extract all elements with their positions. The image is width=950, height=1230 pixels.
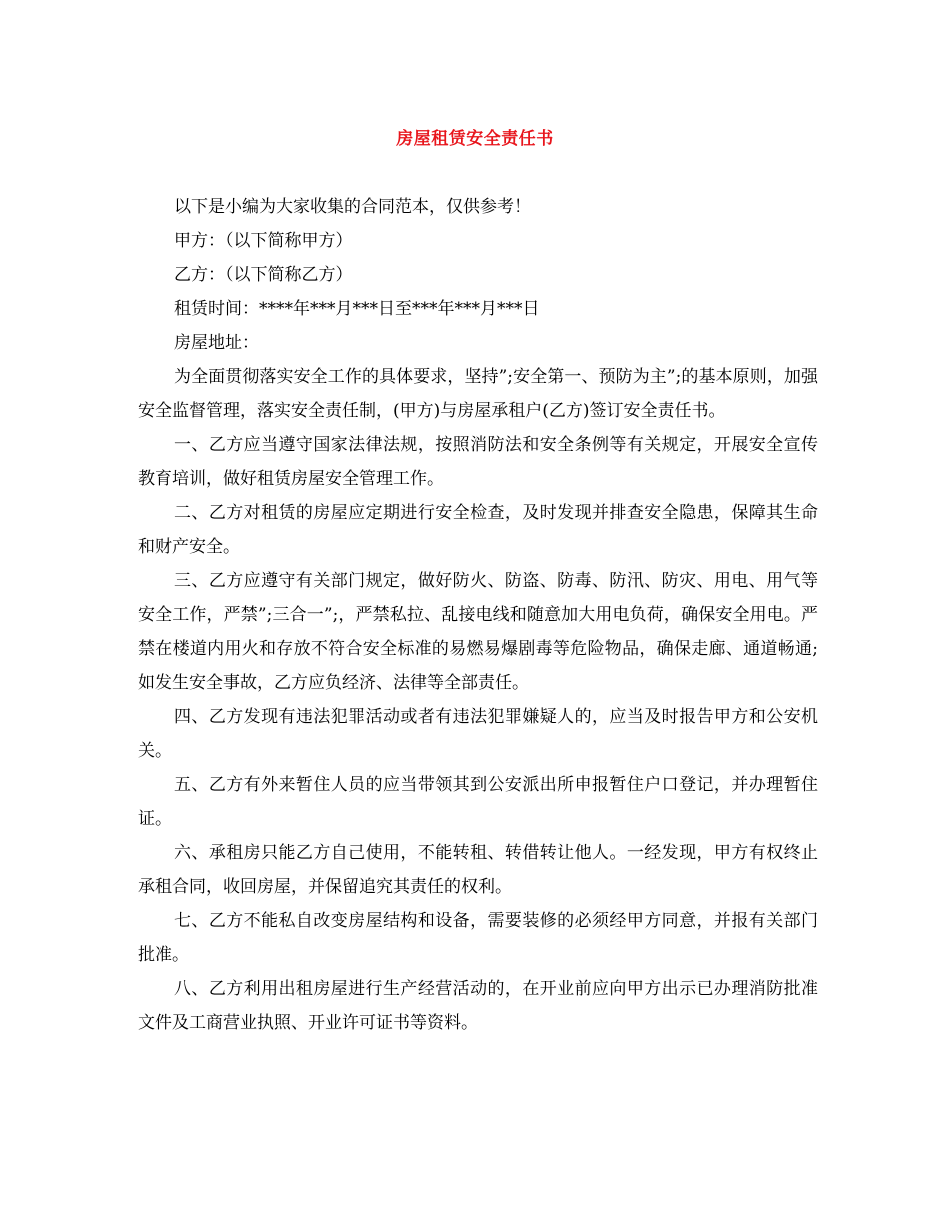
paragraph-clause-1: 一、乙方应当遵守国家法律法规，按照消防法和安全条例等有关规定，开展安全宣传教育培训，做好租赁房屋安全管理工作。 [138,435,818,489]
party-a-line: 甲方：（以下简称甲方） [174,231,353,251]
lease-time-line: 租赁时间：****年***月***日至***年***月***日 [174,299,540,319]
paragraph-clause-8: 八、乙方利用出租房屋进行生产经营活动的，在开业前应向甲方出示已办理消防批准文件及工商营业执照、开业许可证书等资料。 [138,979,818,1033]
document-title: 房屋租赁安全责任书 [396,129,554,149]
paragraph-preamble: 为全面贯彻落实安全工作的具体要求，坚持”;安全第一、预防为主”;的基本原则，加强安全监督管理，落实安全责任制，(甲方)与房屋承租户(乙方)签订安全责任书。 [138,367,818,421]
paragraph-clause-2: 二、乙方对租赁的房屋应定期进行安全检查，及时发现并排查安全隐患，保障其生命和财产安全。 [138,503,818,557]
document-body [138,190,818,1040]
paragraph-clause-4: 四、乙方发现有违法犯罪活动或者有违法犯罪嫌疑人的，应当及时报告甲方和公安机关。 [138,707,818,761]
paragraph-clause-3: 三、乙方应遵守有关部门规定，做好防火、防盗、防毒、防汛、防灾、用电、用气等安全工作，严禁”;三合一”;，严禁私拉、乱接电线和随意加大用电负荷，确保安全用电。严禁在楼道内用火和存放不符合安全标准的易燃易爆剧毒等危险物品，确保走廊、通道畅通;如发生安全事故，乙方应负经济、法律等全部责任。 [138,571,818,693]
intro-line: 以下是小编为大家收集的合同范本，仅供参考！ [174,197,531,217]
paragraph-clause-5: 五、乙方有外来暂住人员的应当带领其到公安派出所申报暂住户口登记，并办理暂住证。 [138,775,818,829]
party-b-line: 乙方：（以下简称乙方） [174,265,353,285]
paragraph-clause-6: 六、承租房只能乙方自己使用，不能转租、转借转让他人。一经发现，甲方有权终止承租合同，收回房屋，并保留追究其责任的权利。 [138,843,818,897]
paragraph-clause-7: 七、乙方不能私自改变房屋结构和设备，需要装修的必须经甲方同意，并报有关部门批准。 [138,911,818,965]
address-line: 房屋地址： [174,333,259,353]
